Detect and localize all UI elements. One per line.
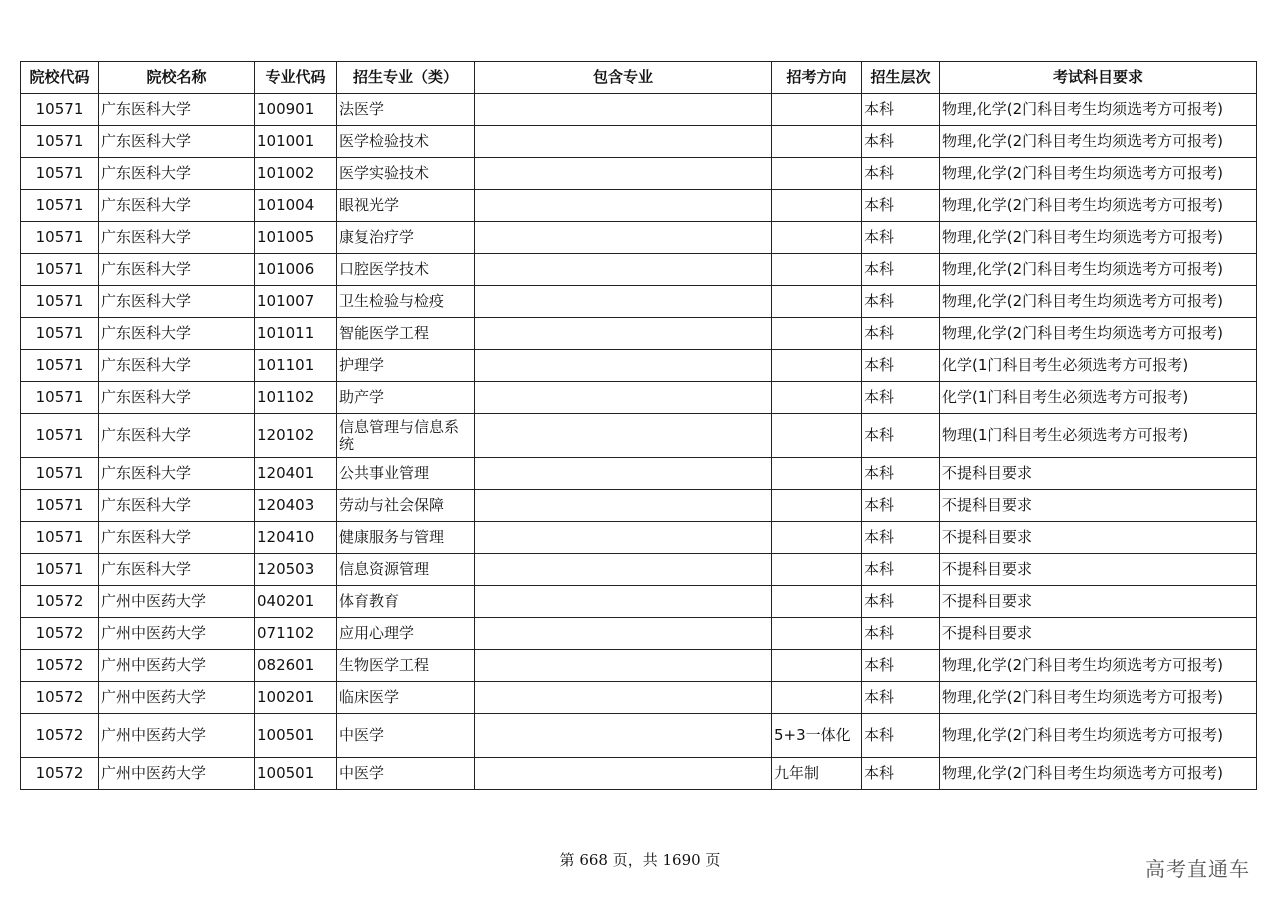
cell-direction xyxy=(772,554,862,586)
cell-major: 护理学 xyxy=(337,350,475,382)
cell-school-name: 广东医科大学 xyxy=(99,222,255,254)
cell-includes xyxy=(475,254,772,286)
cell-school-name: 广州中医药大学 xyxy=(99,682,255,714)
cell-school-code: 10572 xyxy=(21,682,99,714)
cell-requirements: 物理,化学(2门科目考生均须选考方可报考) xyxy=(940,318,1257,350)
cell-level: 本科 xyxy=(862,286,940,318)
cell-requirements: 物理,化学(2门科目考生均须选考方可报考) xyxy=(940,94,1257,126)
cell-school-name: 广州中医药大学 xyxy=(99,758,255,790)
table-row xyxy=(21,158,1257,190)
header-school-code: 院校代码 xyxy=(21,62,99,94)
cell-direction: 九年制 xyxy=(772,758,862,790)
cell-major-code: 101005 xyxy=(255,222,337,254)
cell-includes xyxy=(475,286,772,318)
cell-school-code: 10572 xyxy=(21,758,99,790)
cell-requirements: 物理,化学(2门科目考生均须选考方可报考) xyxy=(940,126,1257,158)
cell-school-name: 广东医科大学 xyxy=(99,522,255,554)
cell-major: 卫生检验与检疫 xyxy=(337,286,475,318)
cell-school-name: 广州中医药大学 xyxy=(99,586,255,618)
cell-includes xyxy=(475,458,772,490)
cell-direction xyxy=(772,682,862,714)
table-row xyxy=(21,714,1257,758)
cell-major-code: 101011 xyxy=(255,318,337,350)
cell-major: 中医学 xyxy=(337,714,475,758)
cell-level: 本科 xyxy=(862,254,940,286)
cell-school-code: 10572 xyxy=(21,650,99,682)
table-row xyxy=(21,682,1257,714)
cell-requirements: 不提科目要求 xyxy=(940,586,1257,618)
cell-level: 本科 xyxy=(862,350,940,382)
table-row xyxy=(21,618,1257,650)
cell-includes xyxy=(475,682,772,714)
cell-requirements: 化学(1门科目考生必须选考方可报考) xyxy=(940,350,1257,382)
watermark: 高考直通车 xyxy=(1145,857,1250,881)
cell-level: 本科 xyxy=(862,758,940,790)
cell-requirements: 不提科目要求 xyxy=(940,522,1257,554)
header-includes: 包含专业 xyxy=(475,62,772,94)
cell-includes xyxy=(475,318,772,350)
header-major: 招生专业（类） xyxy=(337,62,475,94)
cell-major-code: 100501 xyxy=(255,758,337,790)
cell-includes xyxy=(475,350,772,382)
cell-major: 中医学 xyxy=(337,758,475,790)
cell-direction xyxy=(772,522,862,554)
cell-requirements: 物理,化学(2门科目考生均须选考方可报考) xyxy=(940,714,1257,758)
cell-major: 体育教育 xyxy=(337,586,475,618)
cell-major: 智能医学工程 xyxy=(337,318,475,350)
cell-school-code: 10571 xyxy=(21,126,99,158)
cell-level: 本科 xyxy=(862,650,940,682)
cell-school-name: 广东医科大学 xyxy=(99,254,255,286)
cell-major-code: 120503 xyxy=(255,554,337,586)
cell-includes xyxy=(475,554,772,586)
cell-major-code: 082601 xyxy=(255,650,337,682)
cell-requirements: 不提科目要求 xyxy=(940,458,1257,490)
table-row xyxy=(21,190,1257,222)
header-direction: 招考方向 xyxy=(772,62,862,94)
cell-school-code: 10572 xyxy=(21,586,99,618)
cell-school-code: 10571 xyxy=(21,190,99,222)
cell-school-name: 广东医科大学 xyxy=(99,318,255,350)
cell-level: 本科 xyxy=(862,126,940,158)
cell-major-code: 040201 xyxy=(255,586,337,618)
cell-level: 本科 xyxy=(862,586,940,618)
table-row xyxy=(21,458,1257,490)
cell-direction xyxy=(772,350,862,382)
cell-major-code: 101004 xyxy=(255,190,337,222)
cell-major: 康复治疗学 xyxy=(337,222,475,254)
cell-direction xyxy=(772,190,862,222)
cell-major: 医学实验技术 xyxy=(337,158,475,190)
header-school-name: 院校名称 xyxy=(99,62,255,94)
table-row xyxy=(21,382,1257,414)
cell-requirements: 物理,化学(2门科目考生均须选考方可报考) xyxy=(940,190,1257,222)
cell-requirements: 不提科目要求 xyxy=(940,490,1257,522)
header-level: 招生层次 xyxy=(862,62,940,94)
cell-includes xyxy=(475,522,772,554)
cell-direction xyxy=(772,94,862,126)
cell-direction xyxy=(772,222,862,254)
cell-requirements: 物理,化学(2门科目考生均须选考方可报考) xyxy=(940,158,1257,190)
cell-level: 本科 xyxy=(862,382,940,414)
cell-school-code: 10571 xyxy=(21,318,99,350)
cell-major: 助产学 xyxy=(337,382,475,414)
table-row xyxy=(21,554,1257,586)
cell-direction xyxy=(772,126,862,158)
cell-direction xyxy=(772,318,862,350)
cell-major-code: 100901 xyxy=(255,94,337,126)
cell-school-name: 广州中医药大学 xyxy=(99,714,255,758)
cell-school-code: 10571 xyxy=(21,286,99,318)
cell-direction xyxy=(772,650,862,682)
header-requirements: 考试科目要求 xyxy=(940,62,1257,94)
cell-level: 本科 xyxy=(862,458,940,490)
cell-requirements: 物理,化学(2门科目考生均须选考方可报考) xyxy=(940,286,1257,318)
cell-school-name: 广州中医药大学 xyxy=(99,650,255,682)
cell-level: 本科 xyxy=(862,190,940,222)
cell-school-name: 广东医科大学 xyxy=(99,458,255,490)
cell-major: 应用心理学 xyxy=(337,618,475,650)
cell-school-code: 10571 xyxy=(21,554,99,586)
cell-direction xyxy=(772,490,862,522)
cell-school-code: 10571 xyxy=(21,490,99,522)
cell-school-code: 10571 xyxy=(21,94,99,126)
table-row xyxy=(21,222,1257,254)
cell-major-code: 100201 xyxy=(255,682,337,714)
cell-school-name: 广东医科大学 xyxy=(99,382,255,414)
cell-major: 眼视光学 xyxy=(337,190,475,222)
table-row xyxy=(21,286,1257,318)
cell-level: 本科 xyxy=(862,94,940,126)
cell-school-name: 广东医科大学 xyxy=(99,94,255,126)
cell-major-code: 120410 xyxy=(255,522,337,554)
cell-level: 本科 xyxy=(862,618,940,650)
cell-major: 生物医学工程 xyxy=(337,650,475,682)
cell-major: 临床医学 xyxy=(337,682,475,714)
cell-school-code: 10571 xyxy=(21,522,99,554)
cell-requirements: 不提科目要求 xyxy=(940,618,1257,650)
cell-includes xyxy=(475,714,772,758)
cell-school-code: 10572 xyxy=(21,714,99,758)
cell-school-name: 广东医科大学 xyxy=(99,286,255,318)
cell-direction: 5+3一体化 xyxy=(772,714,862,758)
cell-school-name: 广东医科大学 xyxy=(99,490,255,522)
cell-requirements: 化学(1门科目考生必须选考方可报考) xyxy=(940,382,1257,414)
cell-school-name: 广东医科大学 xyxy=(99,554,255,586)
cell-requirements: 物理,化学(2门科目考生均须选考方可报考) xyxy=(940,758,1257,790)
cell-school-name: 广东医科大学 xyxy=(99,126,255,158)
table-row xyxy=(21,586,1257,618)
cell-includes xyxy=(475,650,772,682)
table-row xyxy=(21,522,1257,554)
cell-includes xyxy=(475,158,772,190)
cell-direction xyxy=(772,586,862,618)
cell-direction xyxy=(772,458,862,490)
cell-school-name: 广东医科大学 xyxy=(99,158,255,190)
cell-major-code: 101007 xyxy=(255,286,337,318)
table-row xyxy=(21,254,1257,286)
cell-includes xyxy=(475,190,772,222)
cell-major: 健康服务与管理 xyxy=(337,522,475,554)
cell-level: 本科 xyxy=(862,522,940,554)
cell-school-code: 10571 xyxy=(21,458,99,490)
cell-major-code: 120102 xyxy=(255,414,337,458)
cell-major: 公共事业管理 xyxy=(337,458,475,490)
cell-requirements: 物理,化学(2门科目考生均须选考方可报考) xyxy=(940,222,1257,254)
cell-school-code: 10571 xyxy=(21,382,99,414)
table-row xyxy=(21,318,1257,350)
header-row xyxy=(21,62,1257,94)
cell-direction xyxy=(772,158,862,190)
cell-level: 本科 xyxy=(862,158,940,190)
page-footer: 第 668 页，共 1690 页 xyxy=(559,851,721,869)
header-major-code: 专业代码 xyxy=(255,62,337,94)
table-row xyxy=(21,350,1257,382)
cell-direction xyxy=(772,382,862,414)
cell-includes xyxy=(475,222,772,254)
cell-major-code: 120401 xyxy=(255,458,337,490)
cell-level: 本科 xyxy=(862,682,940,714)
cell-requirements: 物理,化学(2门科目考生均须选考方可报考) xyxy=(940,682,1257,714)
table-row xyxy=(21,650,1257,682)
cell-level: 本科 xyxy=(862,414,940,458)
cell-major-code: 101006 xyxy=(255,254,337,286)
cell-major: 信息管理与信息系统 xyxy=(337,414,475,458)
cell-school-code: 10571 xyxy=(21,350,99,382)
cell-direction xyxy=(772,414,862,458)
table-row xyxy=(21,414,1257,458)
cell-includes xyxy=(475,586,772,618)
cell-school-code: 10571 xyxy=(21,414,99,458)
cell-requirements: 物理,化学(2门科目考生均须选考方可报考) xyxy=(940,650,1257,682)
cell-includes xyxy=(475,618,772,650)
cell-direction xyxy=(772,618,862,650)
cell-requirements: 物理,化学(2门科目考生均须选考方可报考) xyxy=(940,254,1257,286)
cell-requirements: 不提科目要求 xyxy=(940,554,1257,586)
cell-level: 本科 xyxy=(862,222,940,254)
cell-school-code: 10571 xyxy=(21,158,99,190)
cell-major-code: 101002 xyxy=(255,158,337,190)
cell-major-code: 101101 xyxy=(255,350,337,382)
cell-school-name: 广州中医药大学 xyxy=(99,618,255,650)
cell-includes xyxy=(475,758,772,790)
cell-level: 本科 xyxy=(862,714,940,758)
cell-school-name: 广东医科大学 xyxy=(99,350,255,382)
cell-direction xyxy=(772,254,862,286)
cell-includes xyxy=(475,490,772,522)
cell-includes xyxy=(475,94,772,126)
cell-includes xyxy=(475,382,772,414)
cell-major: 法医学 xyxy=(337,94,475,126)
cell-school-code: 10571 xyxy=(21,254,99,286)
cell-school-name: 广东医科大学 xyxy=(99,190,255,222)
cell-major: 劳动与社会保障 xyxy=(337,490,475,522)
cell-major-code: 101001 xyxy=(255,126,337,158)
cell-direction xyxy=(772,286,862,318)
cell-level: 本科 xyxy=(862,490,940,522)
cell-major-code: 100501 xyxy=(255,714,337,758)
cell-level: 本科 xyxy=(862,554,940,586)
cell-includes xyxy=(475,126,772,158)
cell-major-code: 101102 xyxy=(255,382,337,414)
admissions-table xyxy=(20,61,1257,790)
cell-school-code: 10572 xyxy=(21,618,99,650)
table-row xyxy=(21,490,1257,522)
cell-level: 本科 xyxy=(862,318,940,350)
cell-major: 口腔医学技术 xyxy=(337,254,475,286)
cell-major-code: 071102 xyxy=(255,618,337,650)
cell-major: 信息资源管理 xyxy=(337,554,475,586)
cell-requirements: 物理(1门科目考生必须选考方可报考) xyxy=(940,414,1257,458)
table-row xyxy=(21,94,1257,126)
cell-includes xyxy=(475,414,772,458)
cell-school-code: 10571 xyxy=(21,222,99,254)
cell-school-name: 广东医科大学 xyxy=(99,414,255,458)
cell-major-code: 120403 xyxy=(255,490,337,522)
cell-major: 医学检验技术 xyxy=(337,126,475,158)
table-row xyxy=(21,126,1257,158)
table-row xyxy=(21,758,1257,790)
